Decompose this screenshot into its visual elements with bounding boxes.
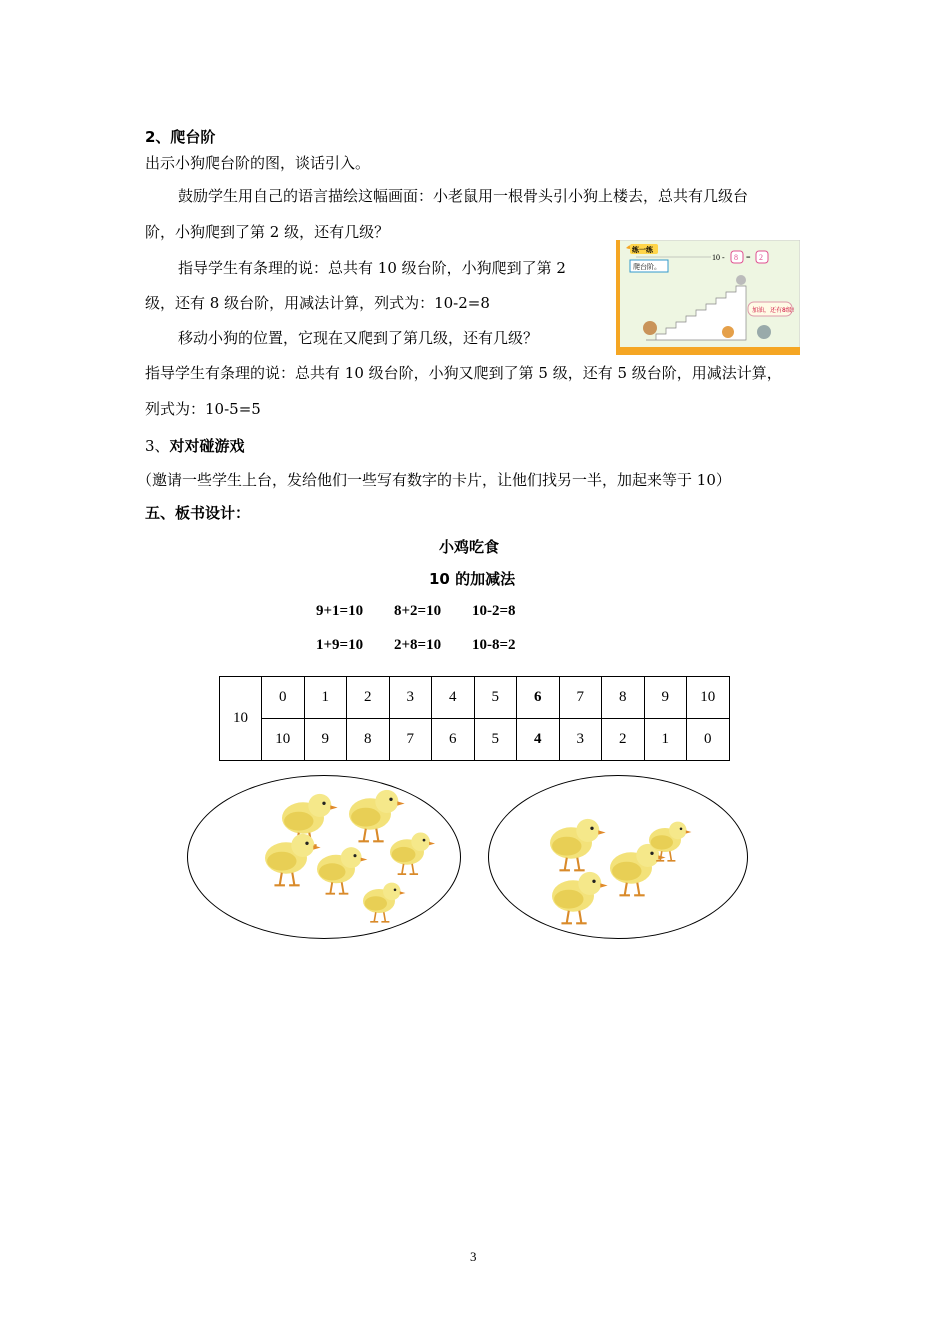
- section2-line5: 级，还有 8 级台阶，用减法计算，列式为：10-2=8: [145, 294, 490, 312]
- chick-icon: [349, 790, 405, 841]
- figure-bubble: 加油，还有8级!: [752, 307, 795, 314]
- bottom-cell-9: 1: [644, 719, 687, 761]
- left-chicks: [188, 776, 460, 938]
- section5-heading: 五、板书设计：: [145, 504, 251, 522]
- page-number: 3: [470, 1249, 477, 1264]
- chick-icon: [552, 872, 608, 923]
- bottom-cell-3: 7: [389, 719, 432, 761]
- left-chick-ellipse: [187, 775, 461, 939]
- formula-r2-c3: 10-8=2: [472, 637, 516, 653]
- section2-line8: 列式为：10-5=5: [145, 400, 261, 418]
- chick-icon: [265, 834, 321, 885]
- figure-eq-box1: 8: [734, 253, 738, 262]
- table-head-cell: 10: [220, 677, 262, 761]
- bottom-cell-7: 3: [559, 719, 602, 761]
- bottom-cell-2: 8: [347, 719, 390, 761]
- chick-icon: [390, 832, 435, 874]
- table-row-bottom: [220, 719, 730, 761]
- top-cell-4: 4: [432, 677, 475, 719]
- top-cell-6: 6: [517, 677, 560, 719]
- section3-heading: [145, 435, 245, 457]
- chick-icon: [317, 847, 367, 894]
- top-cell-5: 5: [474, 677, 517, 719]
- bottom-cell-0: 10: [262, 719, 305, 761]
- chick-icon: [363, 883, 405, 922]
- figure-eq-box2: 2: [759, 253, 763, 262]
- section2-line7: 指导学生有条理的说：总共有 10 级台阶，小狗又爬到了第 5 级，还有 5 级台阶，用减法计算，: [145, 364, 782, 382]
- top-cell-0: 0: [262, 677, 305, 719]
- top-cell-1: 1: [304, 677, 347, 719]
- top-cell-10: 10: [687, 677, 730, 719]
- formula-r1-c3: 10-2=8: [472, 603, 516, 619]
- section2-line2: 鼓励学生用自己的语言描绘这幅画面：小老鼠用一根骨头引小狗上楼去，总共有几级台: [178, 187, 749, 205]
- bottom-cell-1: 9: [304, 719, 347, 761]
- figure-tag: 爬台阶。: [633, 263, 661, 271]
- section2-line1: 出示小狗爬台阶的图，谈话引入。: [145, 154, 371, 172]
- right-chicks: [489, 776, 747, 938]
- chick-icon: [550, 819, 606, 870]
- bottom-cell-5: 5: [474, 719, 517, 761]
- top-cell-2: 2: [347, 677, 390, 719]
- formula-r1-c1: 9+1=10: [316, 603, 364, 619]
- section3-heading-text: 对对碰游戏: [169, 437, 245, 455]
- top-cell-9: 9: [644, 677, 687, 719]
- figure-badge: 练一练: [632, 246, 653, 254]
- bottom-cell-4: 6: [432, 719, 475, 761]
- section2-line3: 阶，小狗爬到了第 2 级，还有几级？: [145, 223, 390, 241]
- top-cell-3: 3: [389, 677, 432, 719]
- formula-r2-c1: 1+9=10: [316, 637, 364, 653]
- section3-line1: （邀请一些学生上台，发给他们一些写有数字的卡片，让他们找另一半，加起来等于 10）: [137, 471, 731, 489]
- section3-heading-num: 3、: [145, 437, 170, 455]
- right-chick-ellipse: [488, 775, 748, 939]
- section2-line6: 移动小狗的位置，它现在又爬到了第几级，还有几级？: [178, 329, 539, 347]
- formula-r1-c2: 8+2=10: [394, 603, 442, 619]
- figure-eq-equals: =: [746, 253, 751, 262]
- bottom-cell-8: 2: [602, 719, 645, 761]
- bottom-cell-6: 4: [517, 719, 560, 761]
- section2-heading: 2、爬台阶: [145, 128, 216, 146]
- table-row-top: [220, 677, 730, 719]
- top-cell-7: 7: [559, 677, 602, 719]
- board-title: 小鸡吃食: [439, 538, 500, 556]
- board-subtitle: 10 的加减法: [429, 570, 516, 588]
- number-pairs-table: [219, 676, 730, 761]
- formula-r2-c2: 2+8=10: [394, 637, 442, 653]
- stairs-illustration: [616, 240, 800, 355]
- chick-icon: [610, 844, 666, 895]
- section2-line4: 指导学生有条理的说：总共有 10 级台阶，小狗爬到了第 2: [178, 259, 566, 277]
- stairs-figure: [616, 240, 800, 355]
- top-cell-8: 8: [602, 677, 645, 719]
- figure-eq-left: 10 -: [712, 253, 725, 262]
- bottom-cell-10: 0: [687, 719, 730, 761]
